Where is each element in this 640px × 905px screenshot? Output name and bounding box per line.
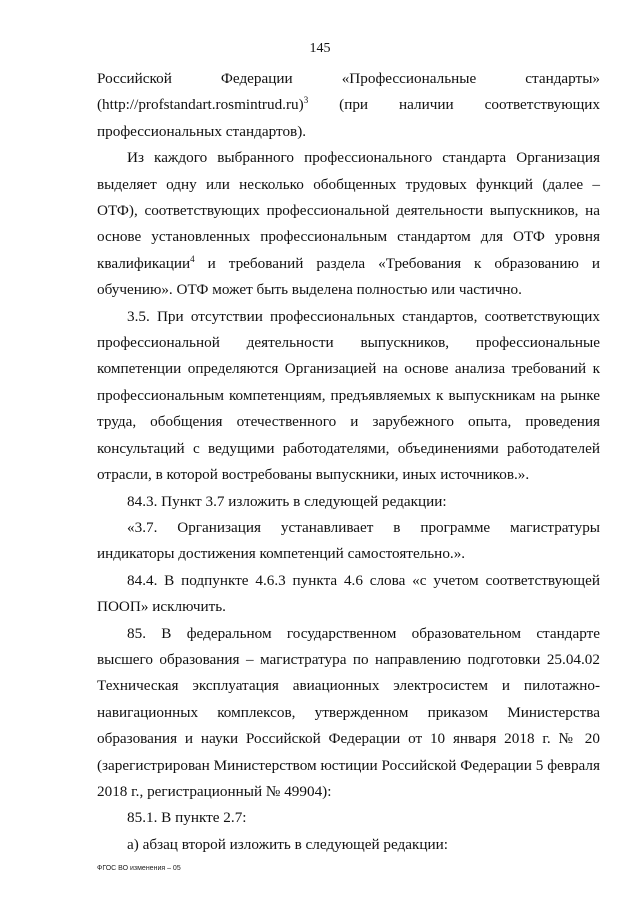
footnote-ref: 3 bbox=[303, 95, 309, 106]
paragraph-otf-selection bbox=[97, 145, 600, 303]
document-body bbox=[97, 66, 600, 858]
paragraph-text: (при наличии соответствующих профессиональных стандартов). bbox=[97, 96, 600, 140]
paragraph-text: Из каждого выбранного профессионального стандарта Организация выделяет одну или несколько обобщенных трудовых функций (далее – ОТФ), соответствующих профессиональной деятельности выпускников, на основе установленных профессиональным стандартом для ОТФ уровня квалификации bbox=[97, 149, 600, 272]
paragraph-item-84-4: 84.4. В подпункте 4.6.3 пункта 4.6 слова «с учетом соответствующей ПООП» исключить. bbox=[97, 571, 600, 616]
paragraph-text: и требований раздела «Требования к образованию и обучению». ОТФ может быть выделена полностью или частично. bbox=[97, 254, 600, 299]
footnote-ref: 4 bbox=[190, 253, 195, 264]
page-number: 145 bbox=[309, 41, 331, 56]
paragraph-item-3-5: 3.5. При отсутствии профессиональных стандартов, соответствующих профессиональной деятельности выпускников, профессиональные компетенции определяются Организацией на основе анализа требований к профессиональным компетенциям, предъявляемых к выпускникам на рынке труда, обобщения отечественного и зарубежного опыта, проведения консультаций с ведущими работодателями, объединениями работодателей отрасли, в которой востребованы выпускники, иных источников.». bbox=[97, 307, 600, 484]
paragraph-item-3-7: «3.7. Организация устанавливает в программе магистратуры индикаторы достижения компетенций самостоятельно.». bbox=[97, 518, 600, 563]
paragraph-continuation bbox=[97, 66, 600, 145]
paragraph-item-85: 85. В федеральном государственном образовательном стандарте высшего образования – магистратура по направлению подготовки 25.04.02 Техническая эксплуатация авиационных электросистем и пилотажно-навигационных комплексов, утвержденном приказом Министерства образования и науки Российской Федерации от 10 января 2018 г. № 20 (зарегистрирован Министерством юстиции Российской Федерации 5 февраля 2018 г., регистрационный № 49904): bbox=[97, 624, 600, 800]
paragraph-item-85-1: 85.1. В пункте 2.7: bbox=[127, 809, 247, 827]
paragraph-item-a: а) абзац второй изложить в следующей редакции: bbox=[127, 835, 449, 853]
paragraph-item-84-3: 84.3. Пункт 3.7 изложить в следующей редакции: bbox=[127, 492, 447, 510]
paragraph-text: Российской Федерации «Профессиональные стандарты» (http://profstandart.rosmintrud.ru) bbox=[97, 70, 600, 114]
page-footer: ФГОС ВО изменения – 05 bbox=[97, 865, 181, 872]
